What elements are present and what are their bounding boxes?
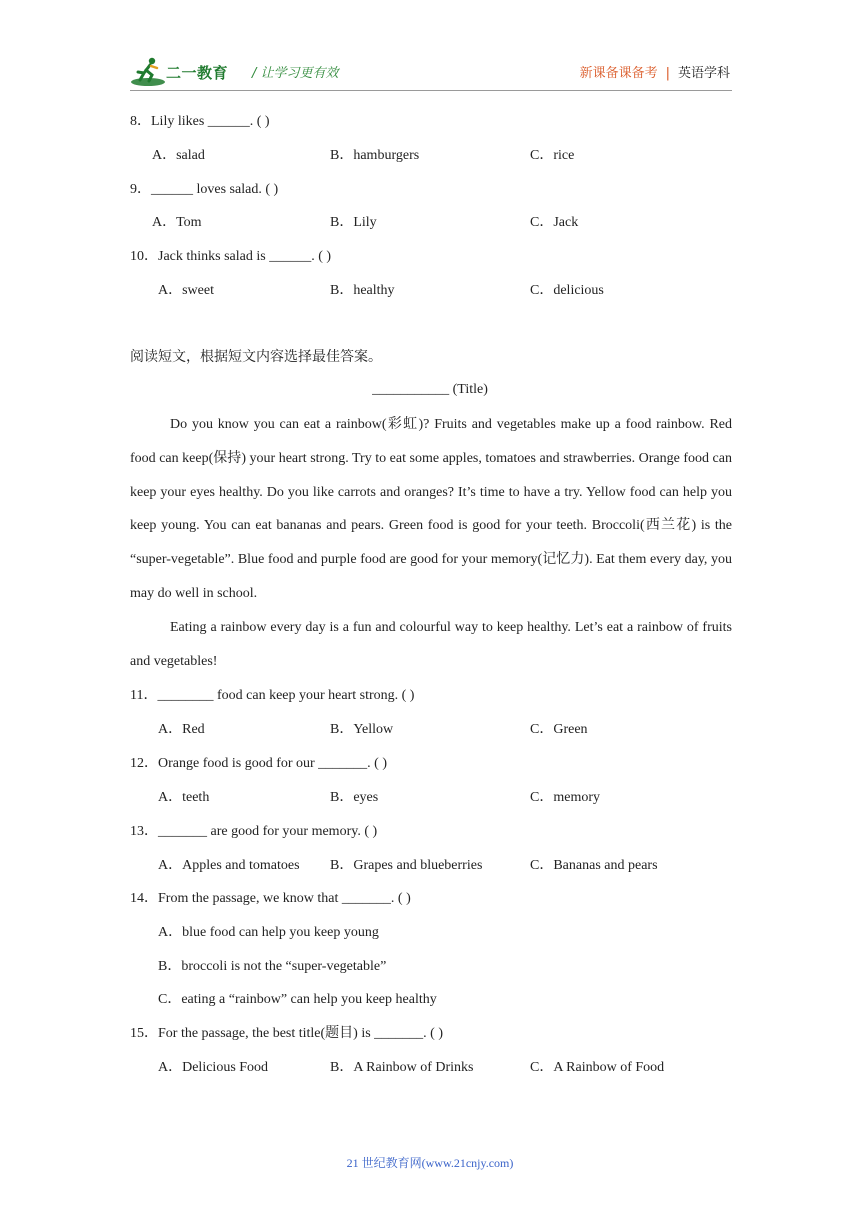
question-12: 12．Orange food is good for our _______. ( ) — [130, 756, 388, 771]
question-11: 11．________ food can keep your heart strong. ( ) — [130, 688, 415, 703]
question-13-option-a: A．Apples and tomatoes — [158, 858, 300, 873]
question-14: 14．From the passage, we know that _______. ( ) — [130, 891, 411, 906]
question-10-option-b: B．healthy — [330, 283, 395, 298]
question-8-option-b: B．hamburgers — [330, 148, 420, 163]
question-8: 8．Lily likes ______. ( ) — [130, 114, 270, 129]
question-9: 9．______ loves salad. ( ) — [130, 182, 279, 197]
question-15-option-c: C．A Rainbow of Food — [530, 1060, 665, 1075]
question-11-option-b: B．Yellow — [330, 722, 394, 737]
question-9-option-c: C．Jack — [530, 215, 579, 230]
header-divider — [130, 90, 732, 91]
question-9-option-b: B．Lily — [330, 215, 377, 230]
page-header — [130, 56, 730, 88]
question-13: 13．_______ are good for your memory. ( ) — [130, 824, 378, 839]
question-10-option-c: C．delicious — [530, 283, 604, 298]
reading-instruction: 阅读短文，根据短文内容选择最佳答案。 — [130, 349, 382, 365]
question-14-option-a: A．blue food can help you keep young — [158, 925, 379, 940]
question-8-option-a: A．salad — [152, 148, 205, 163]
slogan: / 让学习更有效 — [252, 66, 339, 81]
logo-text: 二一教育 — [166, 64, 229, 82]
logo — [130, 56, 238, 88]
question-12-option-b: B．eyes — [330, 790, 379, 805]
runner-logo-icon — [130, 56, 166, 88]
question-11-option-c: C．Green — [530, 722, 588, 737]
question-12-option-a: A．teeth — [158, 790, 210, 805]
passage-title: ___________ (Title) — [372, 382, 488, 397]
question-11-option-a: A．Red — [158, 722, 205, 737]
question-10: 10．Jack thinks salad is ______. ( ) — [130, 249, 332, 264]
question-14-option-c: C．eating a “rainbow” can help you keep healthy — [158, 992, 437, 1007]
question-15-option-a: A．Delicious Food — [158, 1060, 269, 1075]
question-9-option-a: A．Tom — [152, 215, 202, 230]
passage-paragraph-1: Do you know you can eat a rainbow(彩虹)? Fruits and vegetables make up a food rainbow. Red food can keep(保持) your heart strong. Try to eat some apples, tomatoes and strawberries. Orange food can keep your eyes healthy. Do you like carrots and oranges? It’s time to have a try. Yellow food can help you keep young. You can eat bananas and pears. Green food is good for your teeth. Broccoli(西兰花) is the “super-vegetable”. Blue food and purple food are good for your memory(记忆力). Eat them every day, you may do well in school. — [130, 417, 732, 601]
question-15-option-b: B．A Rainbow of Drinks — [330, 1060, 474, 1075]
header-separator: | — [665, 66, 670, 81]
header-subject: 英语学科 — [677, 66, 730, 81]
question-10-option-a: A．sweet — [158, 283, 214, 298]
question-13-option-c: C．Bananas and pears — [530, 858, 658, 873]
header-right — [580, 62, 730, 81]
page-footer: 21 世纪教育网(www.21cnjy.com) — [346, 1156, 514, 1170]
question-8-option-c: C．rice — [530, 148, 575, 163]
question-15: 15．For the passage, the best title(题目) is _______. ( ) — [130, 1026, 444, 1041]
question-14-option-b: B．broccoli is not the “super-vegetable” — [158, 959, 387, 974]
question-13-option-b: B．Grapes and blueberries — [330, 858, 483, 873]
question-12-option-c: C．memory — [530, 790, 600, 805]
header-tag: 新课备课备考 — [579, 66, 658, 81]
passage-paragraph-2: Eating a rainbow every day is a fun and colourful way to keep healthy. Let’s eat a rainbow of fruits and vegetables! — [130, 620, 732, 669]
